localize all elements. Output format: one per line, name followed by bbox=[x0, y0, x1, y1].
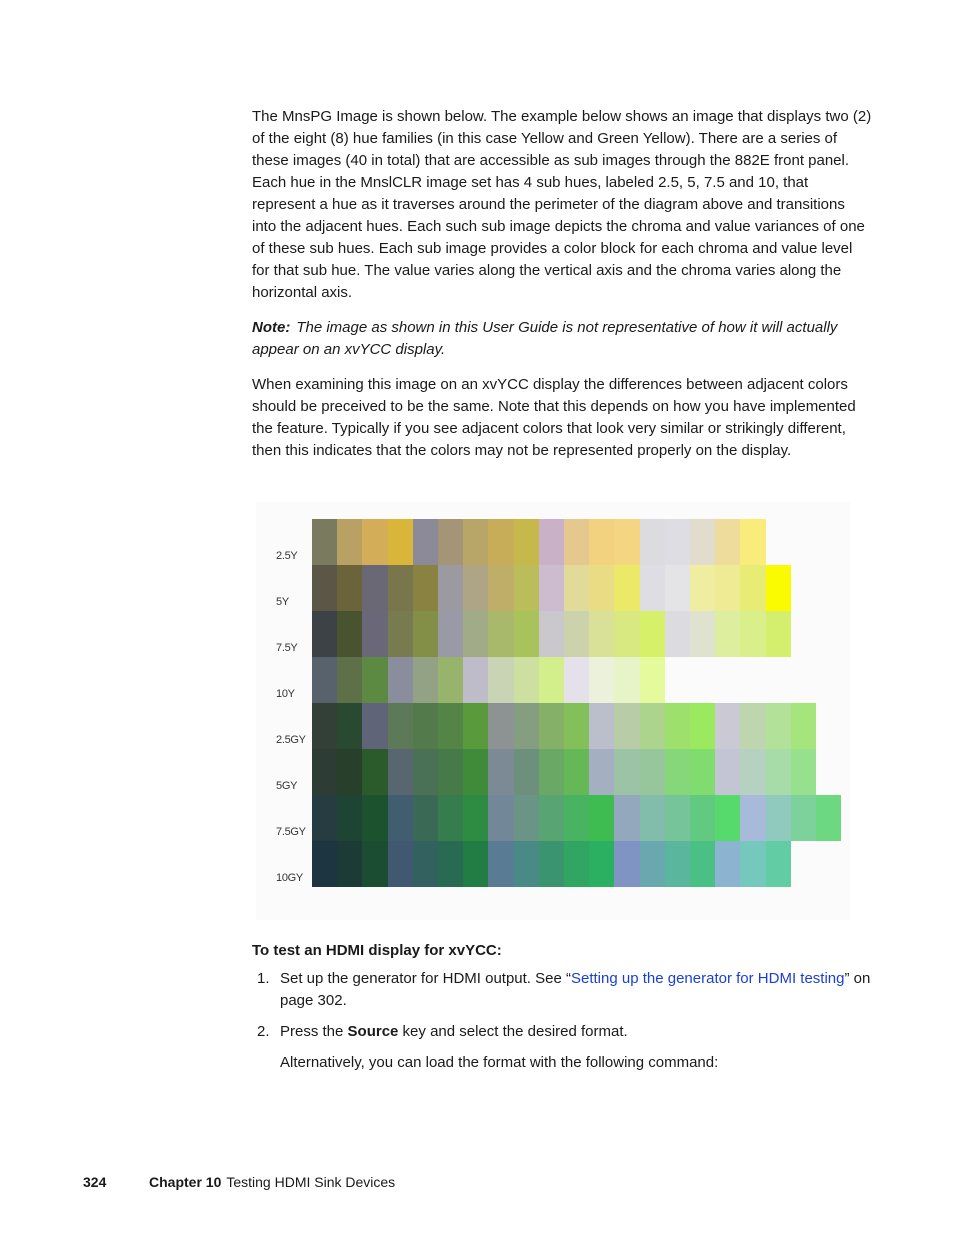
note-paragraph bbox=[252, 317, 872, 361]
color-block bbox=[665, 795, 690, 841]
color-block bbox=[740, 519, 765, 565]
step-text-end: ” on page 302. bbox=[280, 970, 871, 1009]
color-block bbox=[539, 565, 564, 611]
step-number: 2. bbox=[257, 1023, 270, 1040]
color-block bbox=[514, 611, 539, 657]
color-block bbox=[766, 703, 791, 749]
color-block bbox=[589, 565, 614, 611]
color-block bbox=[539, 657, 564, 703]
color-block bbox=[362, 749, 387, 795]
color-block bbox=[665, 703, 690, 749]
xvycc-paragraph: When examining this image on an xvYCC display the differences between adjacent colors should be preceived to be the same. Note that this depends on how you have implemented the feature. Typically if you see adjacent colors that look very similar or strikingly different, then this indicates that the colors may not be represented properly on the display. bbox=[252, 376, 856, 459]
color-block bbox=[514, 565, 539, 611]
color-block bbox=[514, 841, 539, 887]
color-block bbox=[438, 841, 463, 887]
color-block bbox=[463, 841, 488, 887]
color-block bbox=[312, 841, 337, 887]
color-block bbox=[766, 611, 791, 657]
color-block bbox=[413, 519, 438, 565]
color-block bbox=[715, 795, 740, 841]
color-block bbox=[690, 841, 715, 887]
color-block bbox=[564, 657, 589, 703]
color-block bbox=[438, 795, 463, 841]
row-label: 7.5Y bbox=[276, 642, 298, 654]
color-block bbox=[614, 565, 639, 611]
color-block bbox=[388, 703, 413, 749]
color-block bbox=[362, 703, 387, 749]
color-block bbox=[740, 841, 765, 887]
row-label: 10GY bbox=[276, 872, 303, 884]
page-footer bbox=[83, 1173, 395, 1191]
color-block bbox=[312, 611, 337, 657]
color-block bbox=[766, 749, 791, 795]
row-label: 2.5Y bbox=[276, 550, 298, 562]
color-block bbox=[413, 565, 438, 611]
alternative-text: Alternatively, you can load the format with the following command: bbox=[280, 1054, 719, 1071]
color-block bbox=[388, 519, 413, 565]
color-block bbox=[488, 841, 513, 887]
color-block bbox=[438, 703, 463, 749]
color-block bbox=[766, 565, 791, 611]
color-block bbox=[715, 611, 740, 657]
color-block bbox=[539, 749, 564, 795]
color-block bbox=[614, 749, 639, 795]
color-block bbox=[438, 565, 463, 611]
row-label: 5Y bbox=[276, 596, 289, 608]
step-text bbox=[280, 968, 872, 1012]
color-block bbox=[614, 795, 639, 841]
color-block bbox=[791, 795, 816, 841]
color-block bbox=[791, 703, 816, 749]
color-block bbox=[413, 611, 438, 657]
color-block bbox=[665, 841, 690, 887]
color-block bbox=[413, 841, 438, 887]
note-label: Note: bbox=[252, 319, 291, 336]
hdmi-setup-link[interactable]: Setting up the generator for HDMI testing bbox=[571, 970, 845, 987]
color-block bbox=[337, 795, 362, 841]
step-number: 1. bbox=[257, 970, 270, 987]
color-block bbox=[463, 611, 488, 657]
color-block bbox=[665, 565, 690, 611]
color-block bbox=[463, 657, 488, 703]
color-block bbox=[690, 611, 715, 657]
color-block bbox=[640, 519, 665, 565]
color-block bbox=[564, 565, 589, 611]
color-block bbox=[715, 703, 740, 749]
color-block bbox=[564, 749, 589, 795]
step-text-end: key and select the desired format. bbox=[398, 1023, 628, 1040]
color-block bbox=[362, 841, 387, 887]
color-block bbox=[640, 749, 665, 795]
color-block bbox=[388, 565, 413, 611]
row-label: 5GY bbox=[276, 780, 298, 792]
color-block bbox=[564, 519, 589, 565]
color-block bbox=[740, 565, 765, 611]
color-block bbox=[539, 611, 564, 657]
color-block bbox=[488, 703, 513, 749]
color-block bbox=[388, 841, 413, 887]
color-block bbox=[463, 703, 488, 749]
color-block bbox=[589, 795, 614, 841]
color-block bbox=[690, 749, 715, 795]
color-block bbox=[514, 657, 539, 703]
color-block bbox=[715, 519, 740, 565]
color-block bbox=[715, 749, 740, 795]
color-block bbox=[640, 565, 665, 611]
color-block bbox=[640, 841, 665, 887]
color-block bbox=[312, 519, 337, 565]
color-block bbox=[640, 657, 665, 703]
step-text bbox=[280, 1021, 872, 1043]
color-block bbox=[438, 657, 463, 703]
color-block bbox=[388, 611, 413, 657]
color-block bbox=[564, 795, 589, 841]
color-block bbox=[438, 611, 463, 657]
color-block bbox=[589, 611, 614, 657]
color-block bbox=[312, 795, 337, 841]
color-block bbox=[488, 611, 513, 657]
color-block bbox=[690, 519, 715, 565]
color-block bbox=[614, 657, 639, 703]
color-block bbox=[715, 841, 740, 887]
color-block bbox=[514, 519, 539, 565]
color-block bbox=[564, 841, 589, 887]
color-block bbox=[690, 565, 715, 611]
color-block bbox=[337, 565, 362, 611]
color-block bbox=[766, 795, 791, 841]
color-block bbox=[362, 519, 387, 565]
color-block bbox=[614, 519, 639, 565]
color-block bbox=[488, 519, 513, 565]
color-block bbox=[312, 565, 337, 611]
step-text-start: Set up the generator for HDMI output. See “ bbox=[280, 970, 571, 987]
row-label: 10Y bbox=[276, 688, 295, 700]
intro-paragraph: The MnsPG Image is shown below. The example below shows an image that displays two (2) of the eight (8) hue families (in this case Yellow and Green Yellow). There are a series of these images (40 in total) that are accessible as sub images through the 882E front panel. Each hue in the MnslCLR image set has 4 sub hues, labeled 2.5, 5, 7.5 and 10, that represent a hue as it traverses around the perimeter of the diagram above and transitions into the adjacent hues. Each such sub image depicts the chroma and value variances of one of these sub hues. Each sub image provides a color block for each chroma and value level for that sub hue. The value varies along the vertical axis and the chroma varies along the horizontal axis. bbox=[252, 108, 872, 301]
munsell-hue-chart-image bbox=[256, 502, 850, 920]
color-block bbox=[690, 795, 715, 841]
color-block bbox=[438, 519, 463, 565]
color-block bbox=[362, 657, 387, 703]
color-block bbox=[413, 657, 438, 703]
color-block bbox=[589, 703, 614, 749]
color-block bbox=[539, 841, 564, 887]
color-block bbox=[514, 795, 539, 841]
color-block bbox=[337, 657, 362, 703]
color-block bbox=[312, 749, 337, 795]
chapter-label: Chapter 10 bbox=[149, 1174, 222, 1190]
color-block bbox=[690, 703, 715, 749]
color-block bbox=[539, 519, 564, 565]
color-block bbox=[337, 749, 362, 795]
color-block bbox=[337, 519, 362, 565]
row-label: 7.5GY bbox=[276, 826, 306, 838]
color-block bbox=[766, 841, 791, 887]
color-block bbox=[539, 795, 564, 841]
color-block bbox=[388, 657, 413, 703]
color-block bbox=[589, 841, 614, 887]
row-label: 2.5GY bbox=[276, 734, 306, 746]
color-block bbox=[539, 703, 564, 749]
color-block bbox=[362, 795, 387, 841]
color-block bbox=[413, 795, 438, 841]
procedure-heading: To test an HDMI display for xvYCC: bbox=[252, 942, 502, 959]
color-block bbox=[640, 703, 665, 749]
color-block bbox=[740, 795, 765, 841]
color-block bbox=[816, 795, 841, 841]
color-block bbox=[463, 519, 488, 565]
color-block bbox=[514, 749, 539, 795]
color-block bbox=[614, 703, 639, 749]
color-block bbox=[362, 611, 387, 657]
color-block bbox=[488, 749, 513, 795]
color-block bbox=[463, 749, 488, 795]
color-block bbox=[463, 795, 488, 841]
color-block bbox=[740, 703, 765, 749]
color-block bbox=[589, 519, 614, 565]
step-text-start: Press the bbox=[280, 1023, 348, 1040]
color-block bbox=[589, 657, 614, 703]
color-block bbox=[564, 703, 589, 749]
page-number: 324 bbox=[83, 1174, 107, 1190]
color-block bbox=[665, 519, 690, 565]
color-block bbox=[337, 703, 362, 749]
color-block bbox=[463, 565, 488, 611]
color-block bbox=[589, 749, 614, 795]
color-block bbox=[388, 749, 413, 795]
chapter-title: Testing HDMI Sink Devices bbox=[226, 1174, 396, 1190]
color-block bbox=[715, 565, 740, 611]
color-block bbox=[388, 795, 413, 841]
color-block bbox=[488, 565, 513, 611]
color-block bbox=[614, 611, 639, 657]
color-block bbox=[614, 841, 639, 887]
color-block bbox=[438, 749, 463, 795]
source-key-name: Source bbox=[347, 1023, 399, 1040]
color-block bbox=[312, 703, 337, 749]
color-block bbox=[740, 749, 765, 795]
color-block bbox=[362, 565, 387, 611]
color-block bbox=[791, 749, 816, 795]
color-block bbox=[665, 749, 690, 795]
color-block bbox=[337, 841, 362, 887]
color-block bbox=[337, 611, 362, 657]
color-block bbox=[488, 795, 513, 841]
color-block bbox=[312, 657, 337, 703]
color-block bbox=[640, 795, 665, 841]
color-block bbox=[564, 611, 589, 657]
note-text: The image as shown in this User Guide is not representative of how it will actually appear on an xvYCC display. bbox=[252, 319, 838, 358]
color-block bbox=[413, 749, 438, 795]
color-block bbox=[740, 611, 765, 657]
color-block bbox=[665, 611, 690, 657]
color-block bbox=[413, 703, 438, 749]
color-block bbox=[514, 703, 539, 749]
color-block bbox=[488, 657, 513, 703]
color-block bbox=[640, 611, 665, 657]
